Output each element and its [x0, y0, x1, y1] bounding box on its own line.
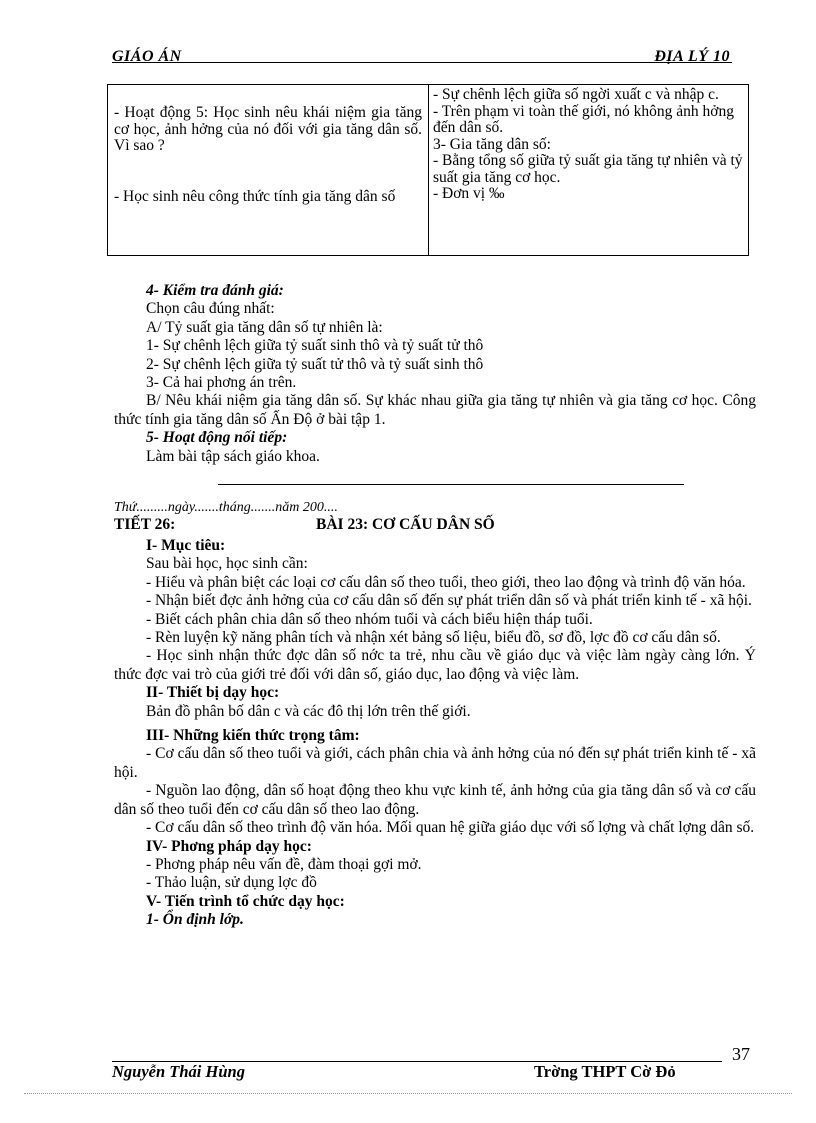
question-b: B/ Nêu khái niệm gia tăng dân số. Sự khác nhau giữa gia tăng tự nhiên và gia tăng cơ học. Công thức tính gia tăng dân số Ấn Độ ở bài tập 1. [114, 392, 756, 428]
knowledge-item: - Nguồn lao động, dân số hoạt động theo khu vực kinh tế, ảnh hởng của gia tăng dân số và cơ cấu dân số theo tuổi đến cơ cấu dân số theo lao động. [114, 782, 756, 818]
lesson-title: BÀI 23: CƠ CẤU DÂN SỐ [316, 516, 495, 533]
content-cell [429, 85, 749, 256]
activity-text: - Học sinh nêu công thức tính gia tăng dân số [114, 187, 396, 205]
knowledge-item: - Cơ cấu dân số theo tuổi và giới, cách phân chia và ảnh hởng của nó đến sự phát triển kinh tế - xã hội. [114, 745, 756, 781]
activity-table [107, 84, 749, 256]
objective-item: - Hiểu và phân biệt các loại cơ cấu dân số theo tuổi, theo giới, theo lao động và trình độ văn hóa. [146, 573, 746, 591]
activity-text: - Hoạt động 5: Học sinh nêu khái niệm gia tăng cơ học, ảnh hởng của nó đối với gia tăng dân số. Vì sao ? [114, 104, 422, 154]
table-row [108, 85, 749, 256]
knowledge-item: - Cơ cấu dân số theo trình độ văn hóa. Mối quan hệ giữa giáo dục với số lợng và chất lợng dân số. [146, 819, 755, 837]
section-heading: III- Những kiến thức trọng tâm: [146, 727, 360, 745]
objective-item: - Rèn luyện kỹ năng phân tích và nhận xét bảng số liệu, biểu đồ, sơ đồ, lợc đồ cơ cấu dân số. [146, 629, 721, 647]
content-line: - Đơn vị ‰ [433, 185, 505, 202]
assessment-section [114, 282, 756, 466]
method-item: - Phơng pháp nêu vấn đề, đàm thoại gợi mở. [146, 855, 422, 873]
section-heading: 4- Kiểm tra đánh giá: [146, 282, 284, 299]
section-heading: I- Mục tiêu: [146, 537, 226, 554]
answer-option: 1- Sự chênh lệch giữa tỷ suất sinh thô và tỷ suất tử thô [146, 337, 484, 355]
content-line: 3- Gia tăng dân số: [433, 135, 551, 153]
section-heading: 5- Hoạt động nối tiếp: [146, 429, 288, 447]
page-edge-dotted-line [24, 1093, 792, 1094]
section-heading: IV- Phơng pháp dạy học: [146, 837, 312, 855]
answer-option: 3- Cả hai phơng án trên. [146, 374, 297, 392]
section-heading: II- Thiết bị dạy học: [146, 684, 280, 702]
footer-school: Trờng THPT Cờ Đỏ [534, 1062, 676, 1081]
equipment-text: Bản đồ phân bố dân c và các đô thị lớn trên thế giới. [146, 702, 471, 720]
lesson-body [114, 537, 756, 930]
page-number: 37 [732, 1044, 750, 1064]
content-line: - Trên phạm vi toàn thế giới, nó không ảnh hởng đến dân số. [433, 102, 734, 136]
instruction-text: Chọn câu đúng nhất: [146, 300, 275, 318]
activity-cell [108, 85, 429, 256]
process-step: 1- Ổn định lớp. [146, 911, 244, 929]
objectives-intro: Sau bài học, học sinh cần: [146, 555, 308, 573]
footer-author: Nguyễn Thái Hùng [112, 1062, 245, 1081]
lesson-number: TIẾT 26: [114, 516, 176, 533]
date-line: Thứ.........ngày.......tháng.......năm 200.... [114, 500, 338, 515]
followup-text: Làm bài tập sách giáo khoa. [146, 447, 320, 465]
objective-item: - Nhận biết đợc ảnh hởng của cơ cấu dân số đến sự phát triển dân số và phát triển kinh tế - xã hội. [146, 592, 752, 610]
question-a: A/ Tỷ suất gia tăng dân số tự nhiên là: [146, 318, 383, 336]
answer-option: 2- Sự chênh lệch giữa tỷ suất tử thô và tỷ suất sinh thô [146, 355, 484, 373]
section-heading: V- Tiến trình tổ chức dạy học: [146, 892, 345, 910]
section-divider [218, 484, 684, 485]
objective-item: - Học sinh nhận thức đợc dân số nớc ta trẻ, nhu cầu về giáo dục và việc làm ngày càng lớn. Ý thức đợc vai trò của giới trẻ đối với dân số, giáo dục, lao động và việc làm. [114, 647, 756, 683]
header-subject-label: GIÁO ÁN [112, 48, 182, 65]
content-line: - Bằng tổng số giữa tỷ suất gia tăng tự nhiên và tỷ suất gia tăng cơ học. [433, 152, 743, 186]
header-rule [112, 62, 732, 63]
header-course-label: ĐỊA LÝ 10 [654, 48, 730, 65]
objective-item: - Biết cách phân chia dân số theo nhóm tuổi và cách biểu hiện tháp tuổi. [146, 610, 593, 628]
content-line: - Sự chênh lệch giữa số ngời xuất c và nhập c. [433, 86, 719, 103]
method-item: - Thảo luận, sử dụng lợc đồ [146, 874, 317, 892]
